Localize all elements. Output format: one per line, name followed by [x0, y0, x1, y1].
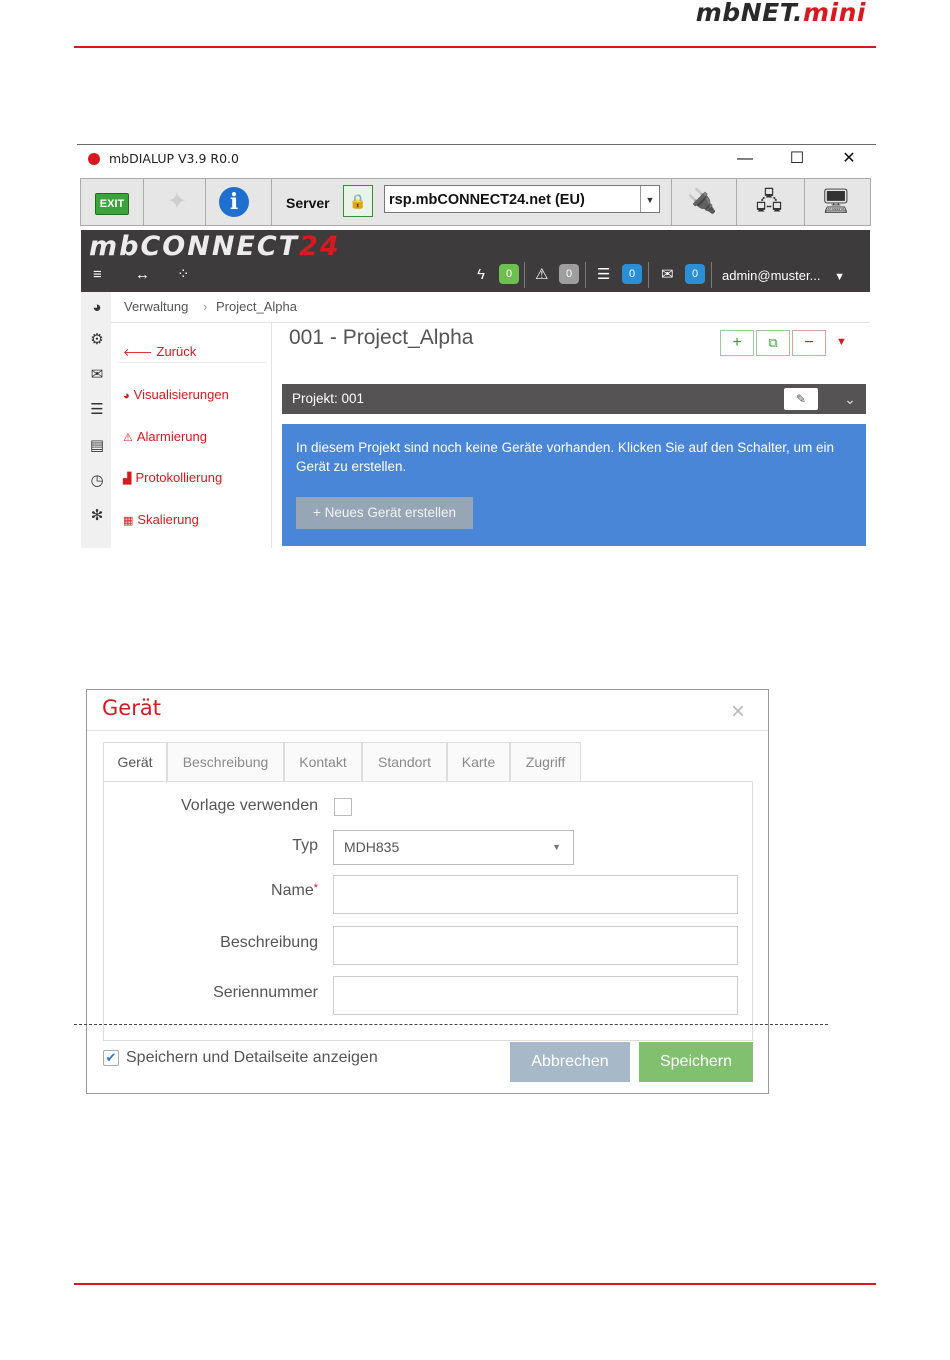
minimize-button[interactable]: — [737, 150, 753, 167]
edit-icon[interactable]: ✎ [784, 388, 818, 410]
clock-icon[interactable]: ◷ [90, 472, 104, 489]
warning-count-badge[interactable]: 0 [559, 264, 579, 284]
calculator-icon: ▦ [123, 515, 134, 527]
tab-contact[interactable]: Kontakt [284, 742, 362, 781]
warning-icon: ⚠ [123, 432, 133, 444]
dialup-toolbar [80, 178, 871, 226]
connect-plug-icon[interactable]: 🔌 [687, 188, 717, 215]
warning-icon[interactable]: ⚠ [535, 266, 549, 283]
lightning-icon[interactable]: ϟ [477, 266, 485, 283]
chevron-down-icon: ▼ [640, 186, 659, 212]
project-bar-label: Projekt: 001 [292, 391, 365, 406]
server-label: Server [286, 195, 330, 211]
alarm-count-badge[interactable]: 0 [499, 264, 519, 284]
template-label: Vorlage verwenden [181, 797, 318, 814]
show-detail-checkbox[interactable]: ✔ [103, 1050, 119, 1066]
tab-access[interactable]: Zugriff [510, 742, 581, 781]
dashboard-icon: ◕ [123, 390, 130, 402]
breadcrumb-current: Project_Alpha [216, 299, 297, 314]
save-button[interactable]: Speichern [639, 1042, 753, 1082]
nav-back[interactable]: 🡐 Zurück [123, 344, 197, 359]
lock-icon[interactable]: 🔒 [343, 185, 373, 217]
dialog-title: Gerät [102, 696, 161, 720]
server-select[interactable]: rsp.mbCONNECT24.net (EU) ▼ [384, 185, 660, 213]
device-dialog [86, 689, 769, 1094]
close-icon[interactable]: × [731, 698, 746, 725]
caret-down-icon[interactable]: ▼ [836, 336, 847, 348]
nav-alarming[interactable]: ⚠ Alarmierung [123, 429, 207, 444]
cut-line [74, 1024, 828, 1025]
device-count-badge[interactable]: 0 [622, 264, 642, 284]
nav-logging[interactable]: ▟ Protokollierung [123, 470, 223, 485]
envelope-icon[interactable]: ✉ [661, 266, 674, 283]
nav-scaling[interactable]: ▦ Skalierung [123, 512, 199, 527]
mbdialup-window [77, 144, 876, 548]
arrow-left-icon: 🡐 [123, 347, 153, 359]
maximize-button[interactable]: ☐ [789, 150, 805, 167]
nav-visualizations[interactable]: ◕ Visualisierungen [123, 387, 229, 402]
document-logo: mbNET.mini [695, 0, 866, 27]
sidebar-icons [81, 292, 111, 548]
mbconnect-logo: mbCONNECT24 [89, 231, 341, 262]
tab-description[interactable]: Beschreibung [167, 742, 284, 781]
menu-icon[interactable]: ≡ [93, 266, 102, 283]
area-chart-icon: ▟ [123, 473, 132, 485]
book-icon[interactable]: ▤ [89, 437, 105, 454]
description-input[interactable] [333, 926, 738, 965]
type-select[interactable]: MDH835 ▼ [333, 830, 574, 865]
cancel-button[interactable]: Abbrechen [510, 1042, 630, 1082]
window-title: mbDIALUP V3.9 R0.0 [109, 151, 239, 166]
network-icon[interactable]: 🖧 [755, 188, 783, 215]
exit-button[interactable]: EXIT [95, 193, 129, 215]
settings-icon[interactable]: ✻ [90, 507, 104, 524]
template-checkbox[interactable] [334, 798, 352, 816]
close-window-button[interactable]: ✕ [842, 150, 856, 167]
serial-label: Seriennummer [213, 984, 318, 1001]
new-device-button[interactable]: + Neues Gerät erstellen [296, 497, 473, 529]
dashboard-icon[interactable]: ◕ [92, 299, 102, 316]
info-button[interactable]: i [219, 187, 249, 217]
info-panel [282, 424, 866, 546]
remove-button[interactable]: − [792, 330, 826, 356]
loading-icon[interactable]: ⁘ [177, 266, 190, 283]
tab-location[interactable]: Standort [362, 742, 447, 781]
disconnect-icon[interactable]: ✦ [166, 188, 188, 215]
project-title: 001 - Project_Alpha [289, 326, 474, 349]
tab-device[interactable]: Gerät [103, 742, 167, 783]
breadcrumb: Verwaltung › Project_Alpha [81, 292, 870, 323]
gears-icon[interactable]: ⚙ [90, 331, 104, 348]
info-message: In diesem Projekt sind noch keine Geräte vorhanden. Klicken Sie auf den Schalter, um ein Gerät zu erstellen. [296, 440, 835, 474]
show-detail-label: Speichern und Detailseite anzeigen [126, 1049, 378, 1066]
name-label: Name* [271, 882, 318, 899]
caret-down-icon: ▼ [834, 271, 845, 283]
serial-input[interactable] [333, 976, 738, 1015]
description-label: Beschreibung [220, 934, 318, 951]
server-icon[interactable]: ☰ [90, 401, 104, 418]
project-bar [282, 384, 866, 414]
caret-down-icon: ▼ [552, 842, 561, 852]
user-menu[interactable]: admin@muster... ▼ [722, 268, 845, 283]
app-icon [88, 153, 100, 165]
name-input[interactable] [333, 875, 738, 914]
add-button[interactable]: + [720, 330, 754, 356]
footer-rule [74, 1283, 876, 1285]
mbconnect-header [81, 230, 870, 292]
tab-map[interactable]: Karte [447, 742, 510, 781]
expand-icon[interactable]: ↔ [135, 266, 150, 283]
remote-desktop-icon[interactable]: 🖥 [820, 188, 852, 215]
server-stack-icon[interactable]: ☰ [597, 266, 611, 283]
type-label: Typ [292, 837, 318, 854]
window-titlebar [77, 145, 876, 173]
breadcrumb-root[interactable]: Verwaltung [124, 299, 189, 314]
copy-icon[interactable]: ⧉ [756, 330, 790, 356]
header-rule [74, 46, 876, 48]
mail-icon[interactable]: ✉ [90, 366, 104, 383]
chevron-down-icon[interactable]: ⌄ [844, 391, 856, 407]
message-count-badge[interactable]: 0 [685, 264, 705, 284]
